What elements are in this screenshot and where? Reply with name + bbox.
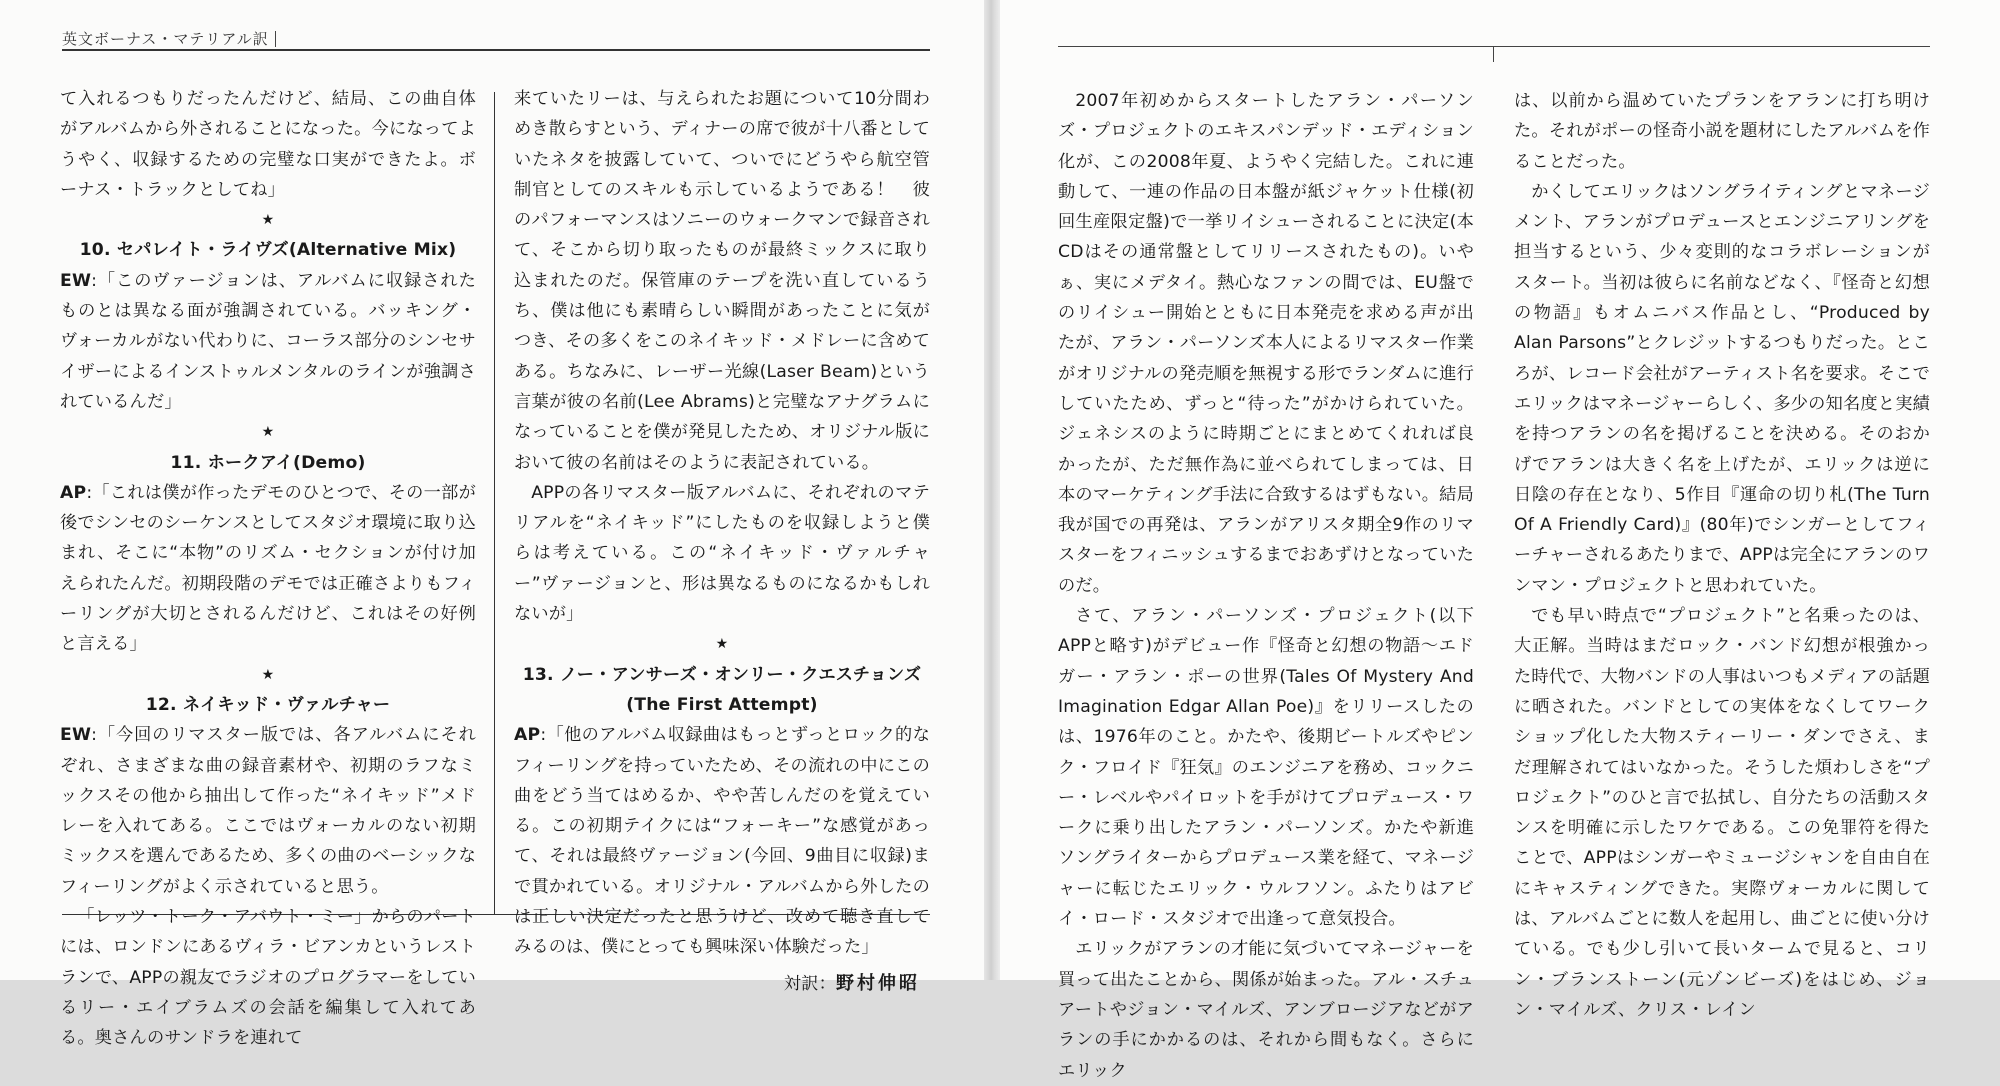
right-page <box>1000 0 2000 1081</box>
translator-credit: 対訳：野村伸昭 <box>783 972 920 994</box>
speaker-label: AP <box>60 482 87 503</box>
paragraph: 来ていたリーは、与えられたお題について10分間わめき散らすという、ディナーの席で彼が十八番としていたネタを披露していて、ついでにどうやら航空管制官としてのスキルも示しているようである！ 彼のパフォーマンスはソニーのウォークマンで録音されて、そこから切り取ったものが最終ミックスに取り込まれたのだ。保管庫のテープを洗い直しているうち、僕は他にも素晴らしい瞬間があったことに気がつき、その多くをこのネイキッド・メドレーに含めてある。ちなみに、レーザー光線(Laser Beam)という言葉が彼の名前(Lee Abrams)と完璧なアナグラムになっていることを僕が発見したため、オリジナル版において彼の名前はそのように表記されている。 <box>514 89 930 473</box>
left-column-1 <box>60 84 476 1054</box>
paragraph: は、以前から温めていたプランをアランに打ち明けた。それがポーの怪奇小説を題材にしたアルバムを作ることだった。 <box>1514 91 1930 172</box>
paragraph: EW:「今回のリマスター版では、各アルバムにそれぞれ、さまざまな曲の録音素材や、初期のラフなミックスその他から抽出して作った“ネイキッド”メドレーを入れてある。ここではヴォーカルのない初期ミックスを選んであるため、多くの曲のベーシックなフィーリングがよく示されていると思う。 <box>60 725 476 897</box>
running-head: 英文ボーナス・マテリアル訳 <box>62 28 276 49</box>
paragraph: 2007年初めからスタートしたアラン・パーソンズ・プロジェクトのエキスパンデッド・エディション化が、この2008年夏、ようやく完結した。これに連動して、一連の作品の日本盤が紙ジャケット仕様(初回生産限定盤)で一挙リイシューされることに決定(本CDはその通常盤としてリリースされたもの)。いやぁ、実にメデタイ。熱心なファンの間では、EU盤でのリイシュー開始とともに日本発売を求める声が出たが、アラン・パーソンズ本人によるリマスター作業がオリジナルの発売順を無視する形でランダムに進行していたため、ずっと“待った”がかけられていた。ジェネシスのように時期ごとにまとめてくれれば良かったが、ただ無作為に並べられてしまっては、日本のマーケティング手法に合致するはずもない。結局我が国での再発は、アランがアリスタ期全9作のリマスターをフィニッシュするまでおあずけとなっていたのだ。 <box>1058 91 1474 596</box>
paragraph: EW:「このヴァージョンは、アルバムに収録されたものとは異なる面が強調されている。バッキング・ヴォーカルがない代わりに、コーラス部分のシンセサイザーによるインストゥルメンタルのラインが強調されているんだ」 <box>60 270 476 412</box>
paragraph: かくしてエリックはソングライティングとマネージメント、アランがプロデュースとエンジニアリングを担当するという、少々変則的なコラボレーションがスタート。当初は彼らに名前などなく、『怪奇と幻想の物語』もオムニバス作品とし、“Produced by Alan Parsons”とクレジットするつもりだった。ところが、レコード会社がアーティスト名を要求。そこでエリックはマネージャーらしく、多少の知名度と実績を持つアランの名を掲げることを決める。そのおかげでアランは大きく名を上げたが、エリックは逆に日陰の存在となり、5作目『運命の切り札(The Turn Of A Friendly Card)』(80年)でシンガーとしてフィーチャーされるあたりまで、APPは完全にアランのワンマン・プロジェクトと思われていた。 <box>1514 181 1930 596</box>
top-rule <box>62 49 930 51</box>
speaker-label: EW <box>60 725 92 746</box>
speaker-label: AP <box>514 725 541 746</box>
book-gutter <box>984 0 1000 980</box>
left-page <box>0 0 984 1049</box>
left-column-2 <box>514 84 930 999</box>
translator-name: 野村伸昭 <box>836 972 920 994</box>
paragraph: でも早い時点で“プロジェクト”と名乗ったのは、大正解。当時はまだロック・バンド幻想が根強かった時代で、大物バンドの人事はいつもメディアの話題に晒された。バンドとしての実体をなくしてワークショップ化した大物スティーリー・ダンでさえ、まだ理解されてはいなかった。そうした煩わしさを“プロジェクト”のひと言で払拭し、自分たちの活動スタンスを明確に示したワケである。この免罪符を得たことで、APPはシンガーやミュージシャンを自由自在にキャスティングできた。実際ヴォーカルに関しては、アルバムごとに数人を起用し、曲ごとに使い分けている。でも少し引いて長いタームで見ると、コリン・ブランストーン(元ゾンビーズ)をはじめ、ジョン・マイルズ、クリス・レイン <box>1514 606 1930 1020</box>
paragraph: 「レッツ・トーク・アバウト・ミー」からのパートには、ロンドンにあるヴィラ・ビアンカというレストランで、APPの親友でラジオのプログラマーをしているリー・エイブラムズの会話を編集して入れてある。奥さんのサンドラを連れて <box>60 907 476 1049</box>
right-column-1 <box>1058 86 1474 1086</box>
paragraph: APPの各リマスター版アルバムに、それぞれのマテリアルを“ネイキッド”にしたものを収録しようと僕らは考えている。この“ネイキッド・ヴァルチャー”ヴァージョンと、形は異なるものになるかもしれないが」 <box>514 482 930 625</box>
paragraph: さて、アラン・パーソンズ・プロジェクト(以下APPと略す)がデビュー作『怪奇と幻想の物語〜エドガー・アラン・ポーの世界(Tales Of Mystery And Imagination Edgar Allan Poe)』をリリースしたのは、1976年のこと。かたや、後期ビートルズやピンク・フロイド『狂気』のエンジニアを務め、コックニー・レベルやパイロットを手がけてプロデュース・ワークに乗り出したアラン・パーソンズ。かたや新進ソングライターからプロデュース業を経て、マネージャーに転じたエリック・ウルフソン。ふたりはアビイ・ロード・スタジオで出逢って意気投合。 <box>1058 606 1474 930</box>
track-heading-13-sub: (The First Attempt) <box>626 694 818 715</box>
running-head-bar <box>275 31 276 47</box>
paragraph: AP:「他のアルバム収録曲はもっとずっとロック的なフィーリングを持っていたため、その流れの中にこの曲をどう当てはめるか、やや苦しんだのを覚えている。この初期テイクには“フォーキー”な感覚があって、それは最終ヴァージョン(今回、9曲目に収録)まで貫かれている。オリジナル・アルバムから外したのは正しい決定だったと思うけど、改めて聴き直してみるのは、僕にとっても興味深い体験だった」 <box>514 725 930 958</box>
column-divider <box>494 92 495 915</box>
right-column-2 <box>1514 86 1930 1025</box>
top-rule-tick <box>1493 46 1494 62</box>
track-heading-11: 11. ホークアイ(Demo) <box>170 452 366 473</box>
paragraph: エリックがアランの才能に気づいてマネージャーを買って出たことから、関係が始まった。アル・スチュアートやジョン・マイルズ、アンブロージアなどがアランの手にかかるのは、それから間もなく。さらにエリック <box>1058 939 1474 1081</box>
track-heading-10: 10. セパレイト・ライヴズ(Alternative Mix) <box>79 240 457 261</box>
paragraph: て入れるつもりだったんだけど、結局、この曲自体がアルバムから外されることになった。今になってようやく、収録するための完璧な口実ができたよ。ボーナス・トラックとしてね」 <box>60 89 476 200</box>
star-separator: ★ <box>261 666 275 683</box>
top-rule <box>1058 46 1930 47</box>
star-separator: ★ <box>261 424 275 441</box>
track-heading-13: 13. ノー・アンサーズ・オンリー・クエスチョンズ <box>522 664 922 685</box>
speaker-label: EW <box>60 270 92 291</box>
track-heading-12: 12. ネイキッド・ヴァルチャー <box>145 694 391 715</box>
star-separator: ★ <box>261 212 275 229</box>
paragraph: AP:「これは僕が作ったデモのひとつで、その一部が後でシンセのシーケンスとしてスタジオ環境に取り込まれ、そこに“本物”のリズム・セクションが付け加えられたんだ。初期段階のデモでは正確さよりもフィーリングが大切とされるんだけど、これはその好例と言える」 <box>60 482 476 655</box>
star-separator: ★ <box>715 636 729 653</box>
